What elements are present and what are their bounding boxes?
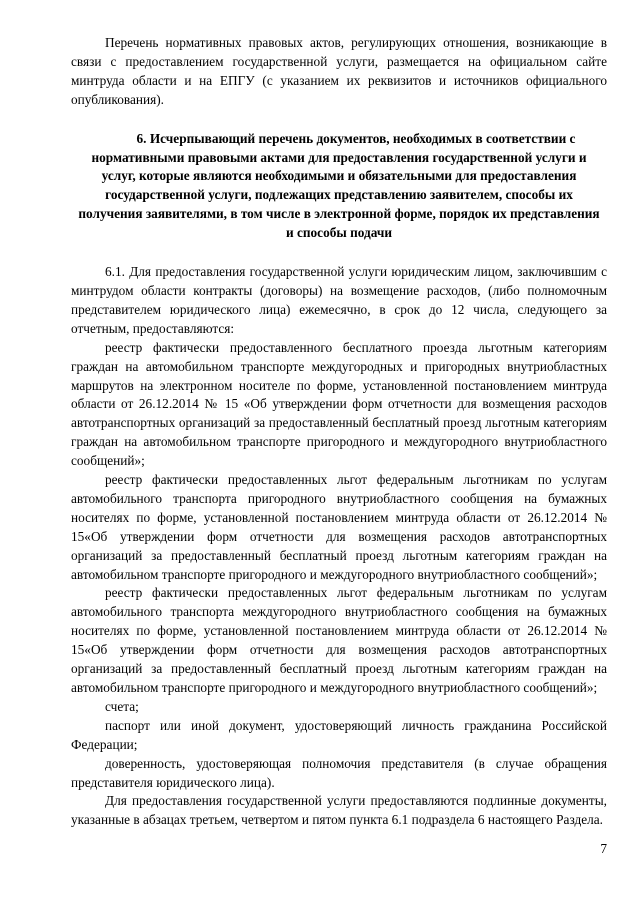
- list-item-passport: паспорт или иной документ, удостоверяющий личность гражданина Российской Федерации;: [71, 717, 607, 752]
- list-item-registry-suburban: реестр фактически предоставленных льгот федеральным льготникам по услугам автомобильного транспорта пригородного внутриобластного сообщения на бумажных носителях по форме, установленной постановлением минтруда области от 26.12.2014 № 15«Об утверждении форм отчетности для возмещения расходов автотранспортных организаций за предоставленный бесплатный проезд льготным категориям граждан на автомобильном транспорте пригородного и междугородного внутриобластного сообщений»;: [71, 472, 607, 582]
- page-number: 7: [600, 841, 607, 856]
- list-item-registry-free-travel: реестр фактически предоставленного бесплатного проезда льготным категориям граждан на автомобильном транспорте междугородных и пригородных внутриобластных маршрутов на электронном носителе по форме, установленной постановлением минтруда области от 26.12.2014 № 15 «Об утверждении форм отчетности для возмещения расходов автотранспортных организаций за предоставленный бесплатный проезд льготным категориям граждан на автомобильном транспорте пригородного и междугородного внутриобластного сообщений»;: [71, 339, 607, 469]
- intro-paragraph: Перечень нормативных правовых актов, регулирующих отношения, возникающие в связи с предоставлением государственной услуги, размещается на официальном сайте минтруда области и на ЕПГУ (с указанием их реквизитов и источников официального опубликования).: [71, 35, 607, 107]
- section-heading: 6. Исчерпывающий перечень документов, необходимых в соответствии с нормативными правовыми актами для предоставления государственной услуги и услуг, которые являются необходимыми и обязательными для предоставления государственной услуги, подлежащих представлению заявителем, способы их получения заявителями, в том числе в электронной форме, порядок их представления и способы подачи: [78, 130, 600, 241]
- list-item-registry-intercity: реестр фактически предоставленных льгот федеральным льготникам по услугам автомобильного транспорта междугородного внутриобластного сообщения на бумажных носителях по форме, установленной постановлением минтруда области от 26.12.2014 № 15«Об утверждении форм отчетности для возмещения расходов автотранспортных организаций за предоставленный бесплатный проезд льготным категориям граждан на автомобильном транспорте пригородного и междугородного внутриобластного сообщений»;: [71, 585, 607, 695]
- paragraph-6-1: 6.1. Для предоставления государственной услуги юридическим лицом, заключившим с минтрудом области контракты (договоры) на возмещение расходов, (либо полномочным представителем юридического лица) ежемесячно, в срок до 12 числа, следующего за отчетным, предоставляются:: [71, 264, 607, 336]
- closing-paragraph: Для предоставления государственной услуги предоставляются подлинные документы, указанные в абзацах третьем, четвертом и пятом пункта 6.1 подраздела 6 настоящего Раздела.: [71, 793, 607, 828]
- list-item-invoices: счета;: [105, 698, 139, 714]
- list-item-power-of-attorney: доверенность, удостоверяющая полномочия представителя (в случае обращения представителя юридического лица).: [71, 755, 607, 790]
